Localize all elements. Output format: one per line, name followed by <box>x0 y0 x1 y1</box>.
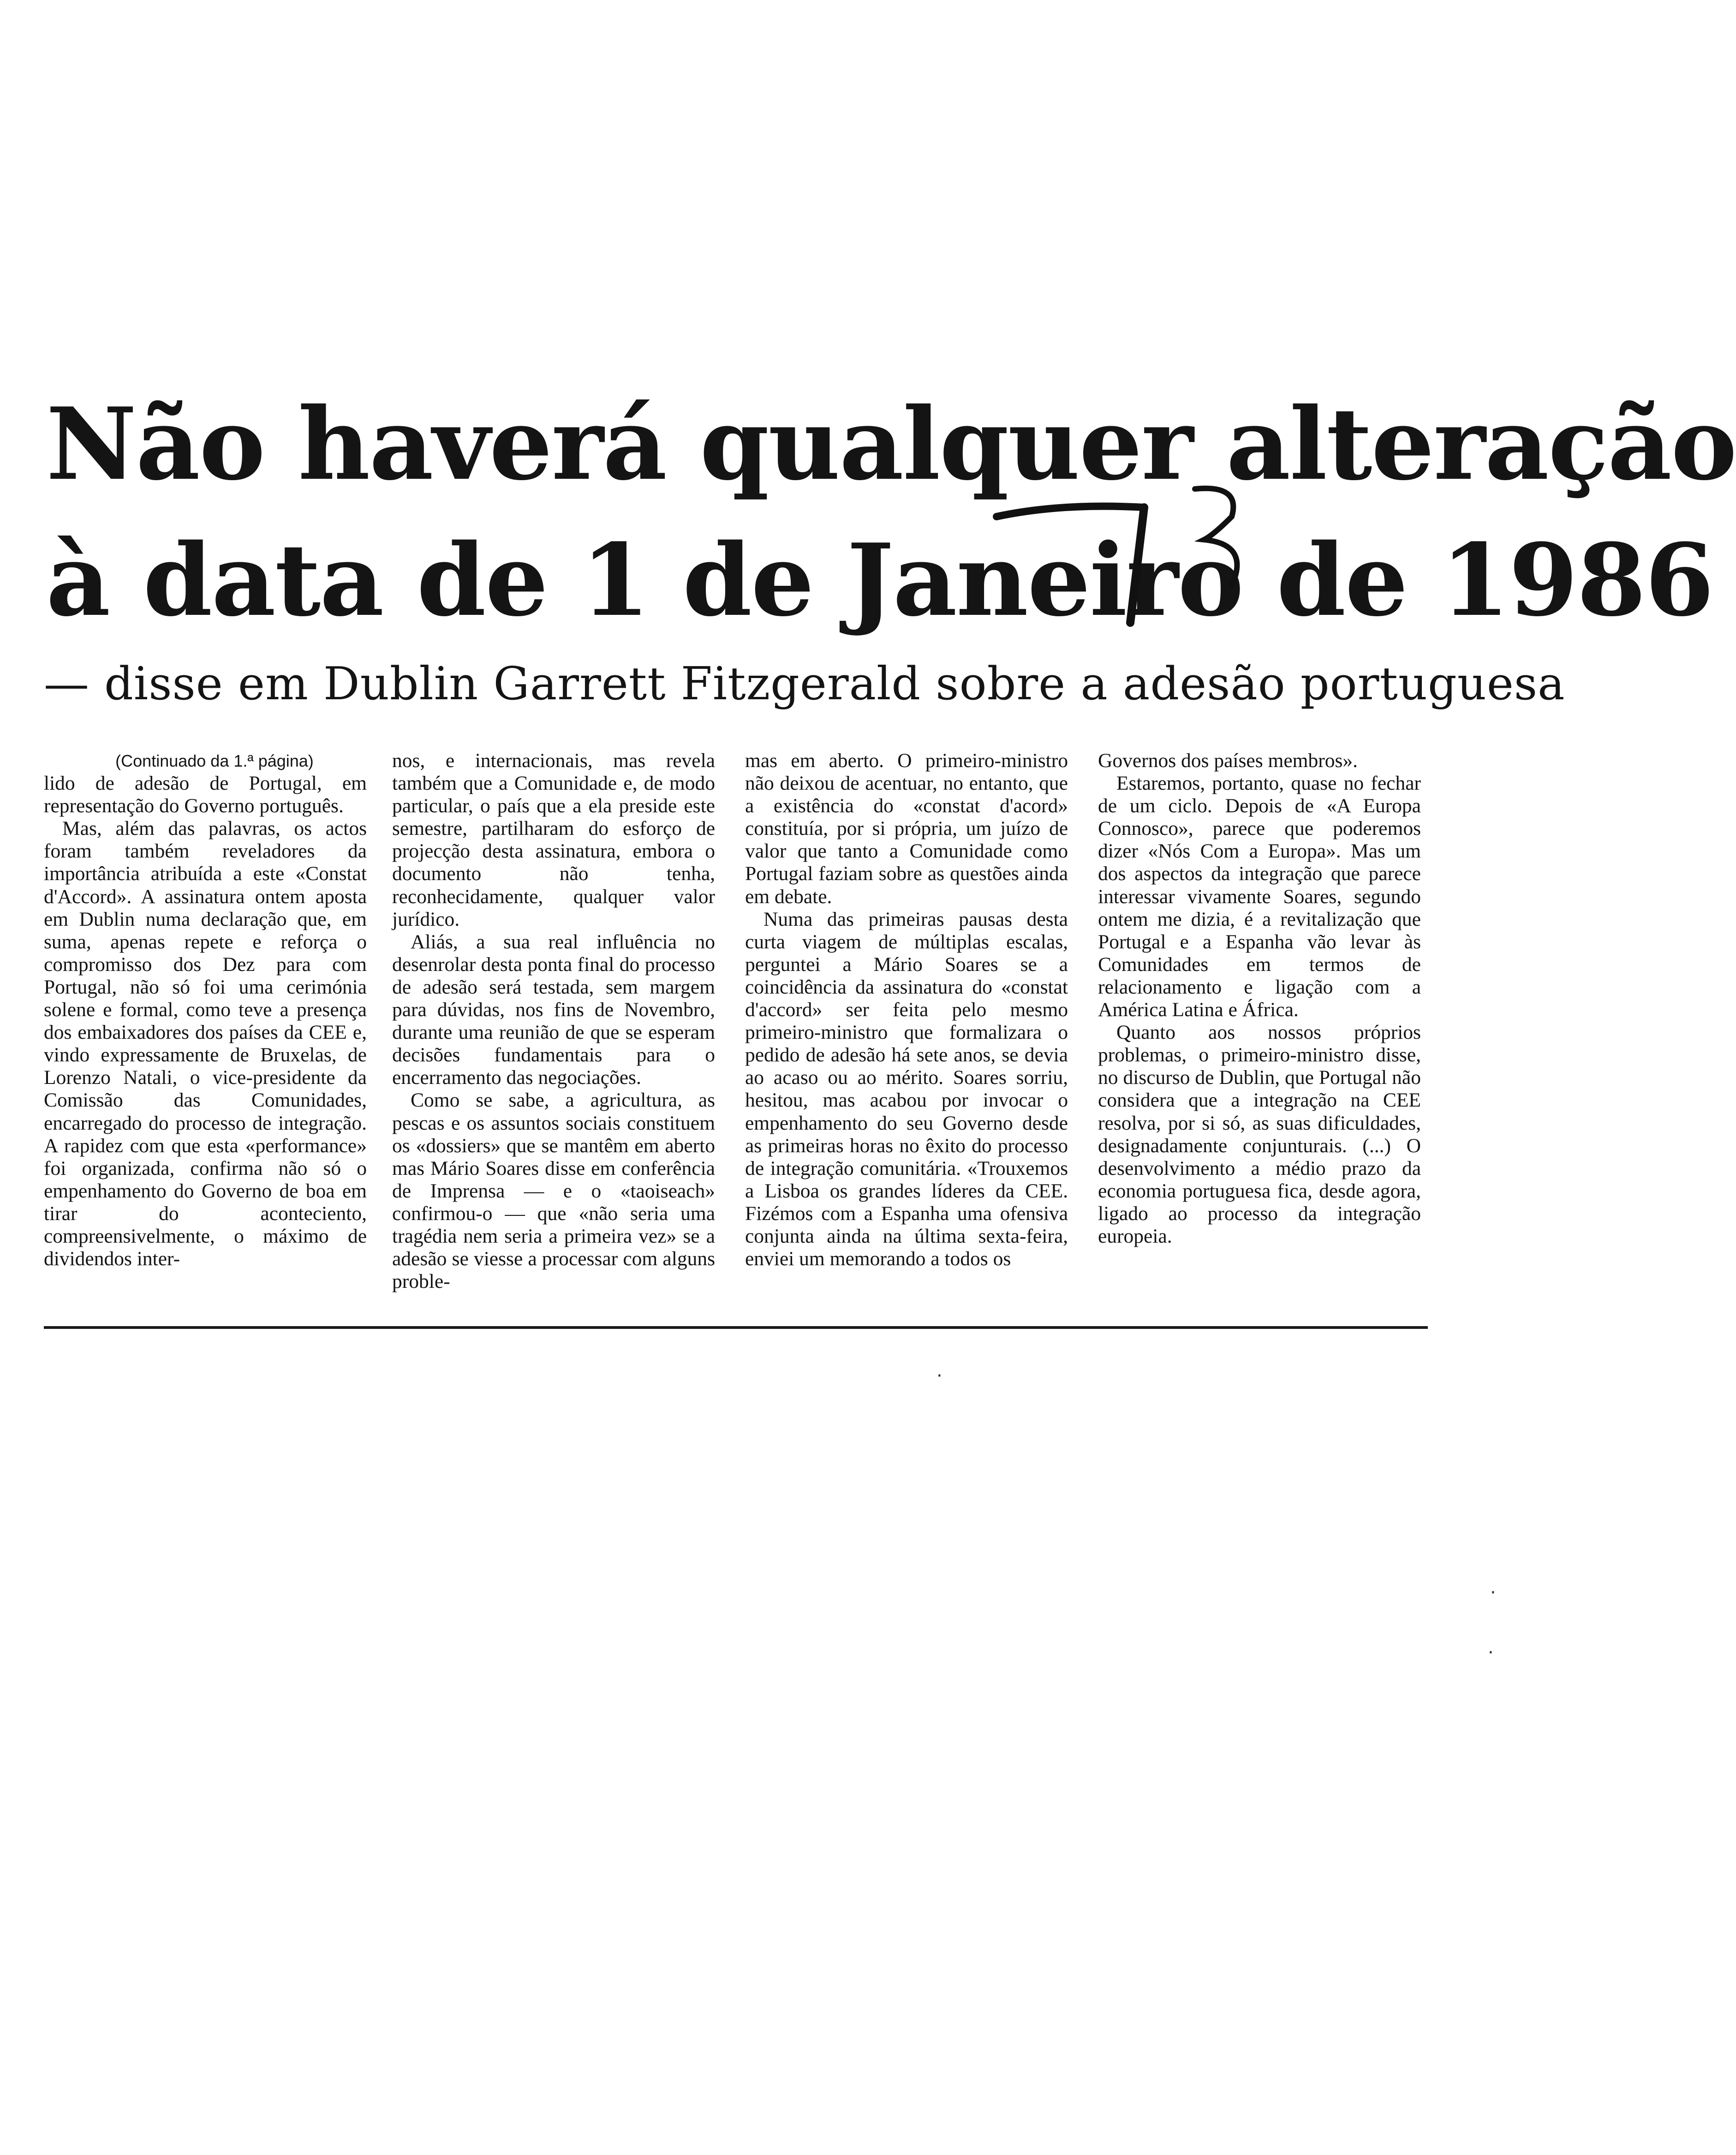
scan-speck: · <box>937 1365 943 1387</box>
continued-note: (Continuado da 1.ª página) <box>115 751 314 770</box>
paragraph: Aliás, a sua real influência no desenrolar desta ponta final do processo de adesão será testada, sem margem para dúvidas, nos fins de Novembro, durante uma reunião de que se esperam decisões fundamentais para o encerramento das negociações. <box>392 930 715 1089</box>
article-column-4 <box>1098 750 1421 1248</box>
article-column-3 <box>745 750 1068 1270</box>
paragraph: nos, e internacionais, mas revela também que a Comunidade e, de modo particular, o país que a ela preside este semestre, partilharam do esforço de projecção desta assinatura, embora o documento não tenha, reconhecidamente, qualquer valor jurídico. <box>392 750 715 930</box>
paragraph: Como se sabe, a agricultura, as pescas e os assuntos sociais constituem os «dossiers» que se mantêm em aberto mas Mário Soares disse em conferência de Imprensa — e o «taoiseach» confirmou-o — que «não seria uma tragédia nem seria a primeira vez» se a adesão se viesse a processar com alguns proble- <box>392 1089 715 1293</box>
paragraph: Quanto aos nossos próprios problemas, o primeiro-ministro disse, no discurso de Dublin, que Portugal não considera que a integração na CEE resolva, por si só, as suas dificuldades, designadamente conjunturais. (...) O desenvolvimento a médio prazo da economia portuguesa fica, desde agora, ligado ao processo da integração europeia. <box>1098 1021 1421 1247</box>
headline-line-2: à data de 1 de Janeiro de 1986 <box>46 522 1713 638</box>
paragraph: Numa das primeiras pausas desta curta viagem de múltiplas escalas, perguntei a Mário Soares se a coincidência da assinatura do «constat d'accord» ser feita pelo mesmo primeiro-ministro que formalizara o pedido de adesão há sete anos, se devia ao acaso ou ao mérito. Soares sorriu, hesitou, mas acabou por invocar o empenhamento do seu Governo desde as primeiras horas no êxito do processo de integração comunitária. «Trouxemos a Lisboa os grandes líderes da CEE. Fizémos com a Espanha uma ofensiva conjunta ainda na última sexta-feira, enviei um memorando a todos os <box>745 908 1068 1270</box>
article-column-2 <box>392 750 715 1293</box>
paragraph: Estaremos, portanto, quase no fechar de um ciclo. Depois de «A Europa Connosco», parece que poderemos dizer «Nós Com a Europa». Mas um dos aspectos da integração que parece interessar vivamente Soares, segundo ontem me dizia, é a revitalização que Portugal e a Espanha vão levar às Comunidades em termos de relacionamento e ligação com a América Latina e África. <box>1098 772 1421 1021</box>
handwritten-annotation-mark <box>992 484 1278 650</box>
article-column-1 <box>44 750 367 1270</box>
subtitle: — disse em Dublin Garrett Fitzgerald sobre a adesão portuguesa <box>44 658 1565 710</box>
scan-speck: · <box>1488 1642 1494 1663</box>
headline-line-1: Não haverá qualquer alteração <box>46 386 1736 502</box>
scan-speck: · <box>1490 1582 1496 1603</box>
bottom-rule-divider <box>44 1326 1428 1329</box>
paragraph: mas em aberto. O primeiro-ministro não deixou de acentuar, no entanto, que a existência do «constat d'acord» constituía, por si própria, um juízo de valor que tanto a Comunidade como Portugal faziam sobre as questões ainda em debate. <box>745 750 1068 908</box>
paragraph: Mas, além das palavras, os actos foram também reveladores da importância atribuída a este «Constat d'Accord». A assinatura ontem aposta em Dublin numa declaração que, em suma, apenas repete e reforça o compromisso dos Dez para com Portugal, não só foi uma cerimónia solene e formal, como teve a presença dos embaixadores dos países da CEE e, vindo expressamente de Bruxelas, de Lorenzo Natali, o vice-presidente da Comissão das Comunidades, encarregado do processo de integração. A rapidez com que esta «performance» foi organizada, confirma não só o empenhamento do Governo de boa em tirar do aconteciento, compreensivelmente, o máximo de dividendos inter- <box>44 817 367 1270</box>
paragraph: Governos dos países membros». <box>1098 750 1358 772</box>
paragraph: lido de adesão de Portugal, em representação do Governo português. <box>44 772 367 817</box>
